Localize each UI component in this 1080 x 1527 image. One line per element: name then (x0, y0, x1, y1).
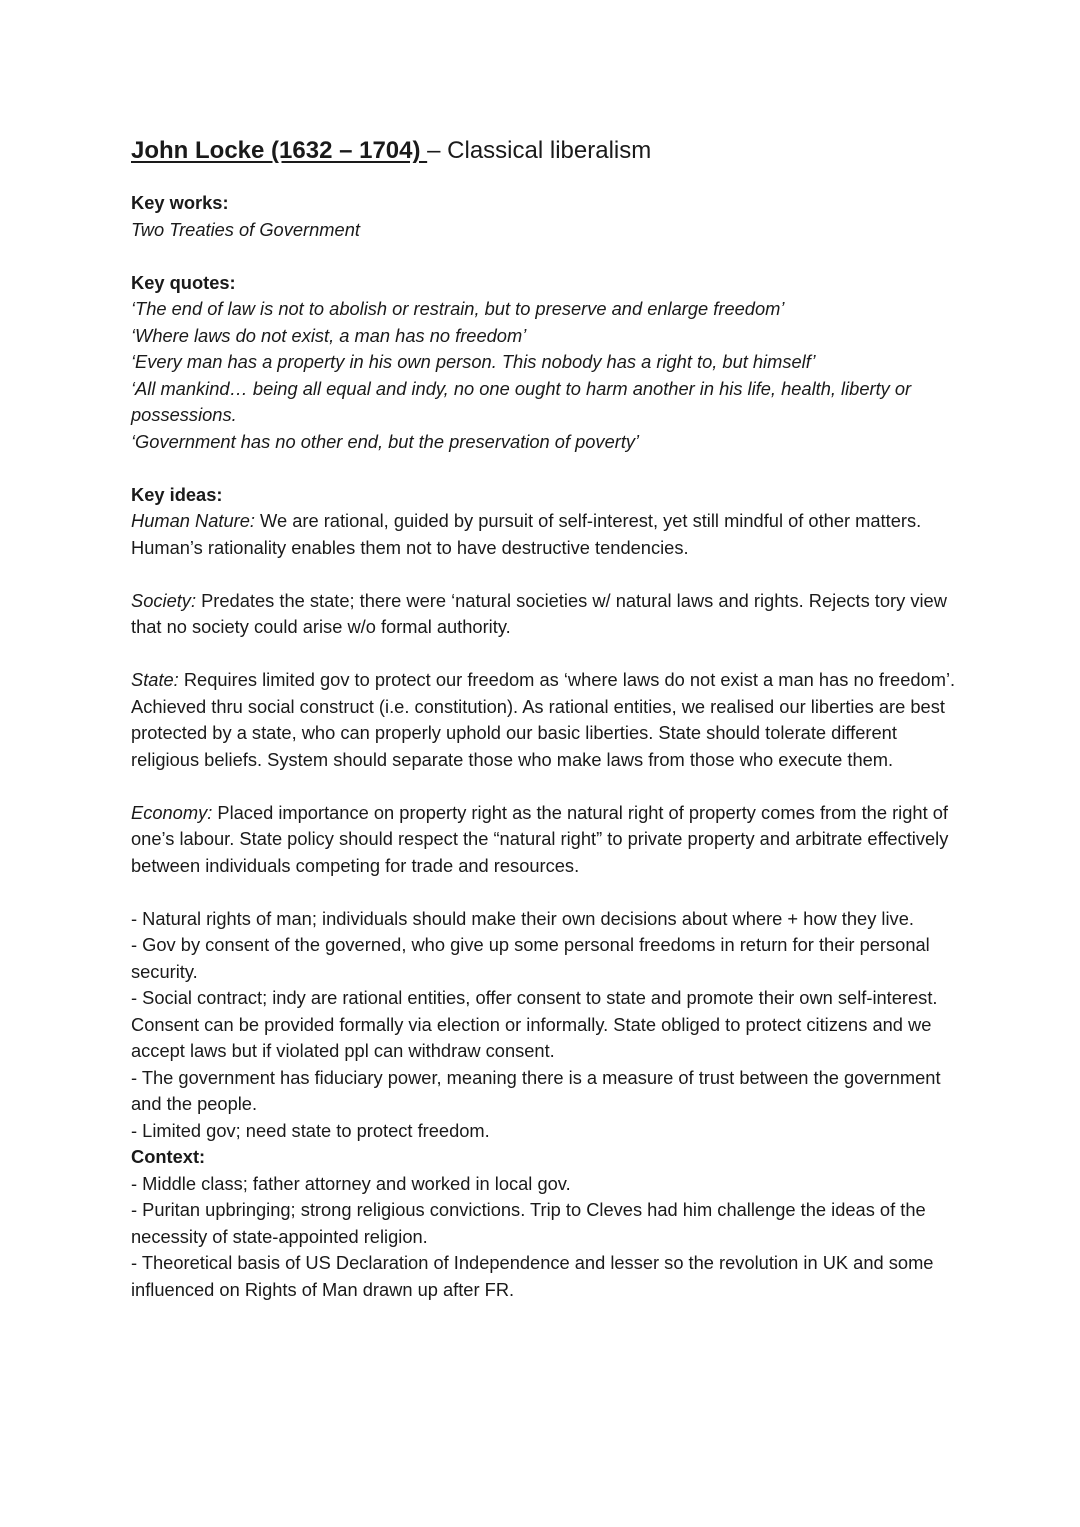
idea-paragraph-society (131, 588, 961, 641)
key-ideas-bullet-list (131, 906, 961, 1145)
idea-text: Placed importance on property right as the natural right of property comes from the right of one’s labour. State policy should respect the “natural right” to private property and arbitrate effectively between individuals competing for trade and resources. (131, 801, 949, 876)
key-ideas-section (131, 482, 961, 1145)
title-separator: – (427, 137, 448, 164)
document-page (131, 134, 961, 1303)
key-works-section (131, 190, 961, 243)
key-quotes-heading: Key quotes: (131, 271, 236, 293)
context-heading: Context: (131, 1146, 206, 1167)
idea-label: Human Nature: (131, 510, 255, 531)
key-quotes-section (131, 270, 961, 456)
quote-item: ‘All mankind… being all equal and indy, no one ought to harm another in his life, health, liberty or possessions. (131, 377, 912, 425)
list-item: - Gov by consent of the governed, who give up some personal freedoms in return for their personal security. (131, 934, 930, 982)
list-item: - Puritan upbringing; strong religious convictions. Trip to Cleves had him challenge the ideas of the necessity of state-appointed religion. (131, 1199, 926, 1247)
list-item: - Limited gov; need state to protect freedom. (131, 1119, 490, 1141)
list-item: - Theoretical basis of US Declaration of Independence and lesser so the revolution in UK and some influenced on Rights of Man drawn up after FR. (131, 1252, 934, 1300)
page-title (131, 134, 961, 168)
key-works-heading: Key works: (131, 192, 229, 213)
idea-paragraph-economy (131, 800, 961, 880)
list-item: - Social contract; indy are rational entities, offer consent to state and promote their own self-interest. Consent can be provided formally via election or informally. State obliged to protect citizens and we accept laws but if violated ppl can withdraw consent. (131, 987, 938, 1061)
idea-text: Requires limited gov to protect our freedom as ‘where laws do not exist a man has no freedom’. Achieved thru social construct (i.e. constitution). As rational entities, we realised our liberties are best protected by a state, who can properly uphold our basic liberties. State should tolerate different religious beliefs. System should separate those who make laws from those who execute them. (131, 669, 956, 770)
key-work-item: Two Treaties of Government (131, 218, 360, 240)
quote-item: ‘Government has no other end, but the preservation of poverty’ (131, 430, 640, 452)
idea-text: Predates the state; there were ‘natural societies w/ natural laws and rights. Rejects tory view that no society could arise w/o formal authority. (131, 589, 947, 637)
list-item: - Middle class; father attorney and worked in local gov. (131, 1172, 571, 1194)
idea-paragraph-state (131, 667, 961, 773)
context-bullet-list (131, 1171, 961, 1304)
key-ideas-heading: Key ideas: (131, 483, 223, 505)
idea-paragraph-human-nature (131, 508, 961, 561)
list-item: - Natural rights of man; individuals should make their own decisions about where + how they live. (131, 907, 914, 929)
idea-label: State: (131, 669, 179, 690)
list-item: - The government has fiduciary power, meaning there is a measure of trust between the government and the people. (131, 1066, 941, 1114)
context-section (131, 1144, 961, 1303)
title-main: John Locke (1632 – 1704) (131, 137, 428, 164)
quote-item: ‘Where laws do not exist, a man has no freedom’ (131, 324, 527, 346)
idea-text: We are rational, guided by pursuit of self-interest, yet still mindful of other matters. Human’s rationality enables them not to have destructive tendencies. (131, 510, 922, 558)
idea-label: Society: (131, 589, 197, 611)
title-subtitle: Classical liberalism (447, 137, 652, 164)
quote-item: ‘The end of law is not to abolish or restrain, but to preserve and enlarge freedom’ (131, 298, 785, 319)
quote-item: ‘Every man has a property in his own person. This nobody has a right to, but himself’ (131, 351, 816, 372)
idea-label: Economy: (131, 801, 213, 823)
